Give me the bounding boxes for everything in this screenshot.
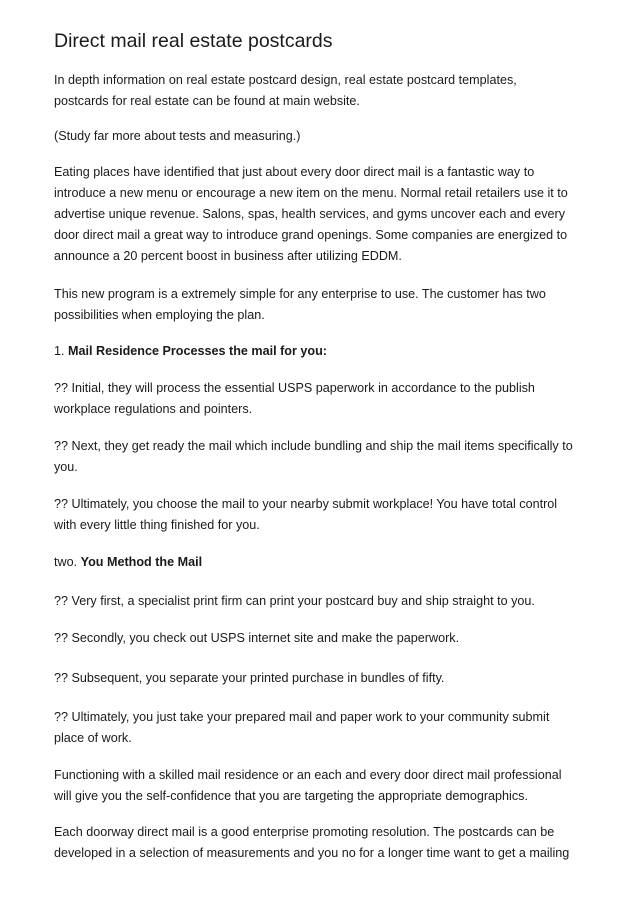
text-line: possibilities when employing the plan. bbox=[54, 308, 265, 322]
text-line: postcards for real estate can be found at main website. bbox=[54, 94, 360, 108]
text-line: Functioning with a skilled mail residence or an each and every door direct mail professional bbox=[54, 768, 562, 782]
text-line: developed in a selection of measurements and you no for a longer time want to get a mailing bbox=[54, 846, 570, 860]
text-line: workplace regulations and pointers. bbox=[54, 402, 253, 416]
text-line bbox=[54, 552, 202, 573]
text-line: introduce a new menu or encourage a new item on the menu. Normal retail retailers use it to bbox=[54, 186, 568, 200]
text-line: This new program is a extremely simple for any enterprise to use. The customer has two bbox=[54, 287, 546, 301]
text-line: ?? Ultimately, you choose the mail to your nearby submit workplace! You have total control bbox=[54, 497, 558, 511]
text-line: Each doorway direct mail is a good enterprise promoting resolution. The postcards can be bbox=[54, 825, 555, 839]
option-two-heading bbox=[54, 552, 202, 573]
option-title: Mail Residence Processes the mail for you: bbox=[68, 344, 327, 358]
text-line: ?? Secondly, you check out USPS internet site and make the paperwork. bbox=[54, 631, 460, 645]
text-line: ?? Ultimately, you just take your prepared mail and paper work to your community submit bbox=[54, 710, 550, 724]
study-note-paragraph bbox=[54, 126, 300, 147]
text-line: with every little thing finished for you. bbox=[54, 518, 260, 532]
intro-paragraph bbox=[54, 70, 517, 112]
text-line: ?? Very first, a specialist print firm can print your postcard buy and ship straight to you. bbox=[54, 594, 535, 608]
step-paragraph bbox=[54, 378, 535, 420]
text-line: advertise unique revenue. Salons, spas, health services, and gyms uncover each and every bbox=[54, 207, 566, 221]
document-title: Direct mail real estate postcards bbox=[54, 30, 333, 52]
text-line: ?? Initial, they will process the essential USPS paperwork in accordance to the publish bbox=[54, 381, 535, 395]
text-line: door direct mail a great way to introduce grand openings. Some companies are energized to bbox=[54, 228, 568, 242]
option-number: 1. bbox=[54, 344, 69, 358]
step-paragraph bbox=[54, 436, 573, 478]
text-line: place of work. bbox=[54, 731, 132, 745]
text-line: will give you the self-confidence that you are targeting the appropriate demographics. bbox=[54, 789, 528, 803]
text-line: ?? Subsequent, you separate your printed purchase in bundles of fifty. bbox=[54, 671, 445, 685]
text-line bbox=[54, 341, 327, 362]
step-paragraph bbox=[54, 668, 444, 689]
text-line: ?? Next, they get ready the mail which include bundling and ship the mail items specifically to bbox=[54, 439, 573, 453]
text-line: you. bbox=[54, 460, 78, 474]
text-line: Eating places have identified that just about every door direct mail is a fantastic way to bbox=[54, 165, 535, 179]
text-line: In depth information on real estate postcard design, real estate postcard templates, bbox=[54, 73, 517, 87]
text-line: (Study far more about tests and measuring.) bbox=[54, 129, 301, 143]
eating-places-paragraph bbox=[54, 162, 568, 267]
step-paragraph bbox=[54, 628, 459, 649]
professional-paragraph bbox=[54, 765, 562, 807]
option-number: two. bbox=[54, 555, 81, 569]
text-line: announce a 20 percent boost in business after utilizing EDDM. bbox=[54, 249, 402, 263]
step-paragraph bbox=[54, 591, 535, 612]
step-paragraph bbox=[54, 707, 549, 749]
option-title: You Method the Mail bbox=[80, 555, 203, 569]
option-one-heading bbox=[54, 341, 327, 362]
program-paragraph bbox=[54, 284, 546, 326]
closing-paragraph bbox=[54, 822, 569, 864]
step-paragraph bbox=[54, 494, 557, 536]
